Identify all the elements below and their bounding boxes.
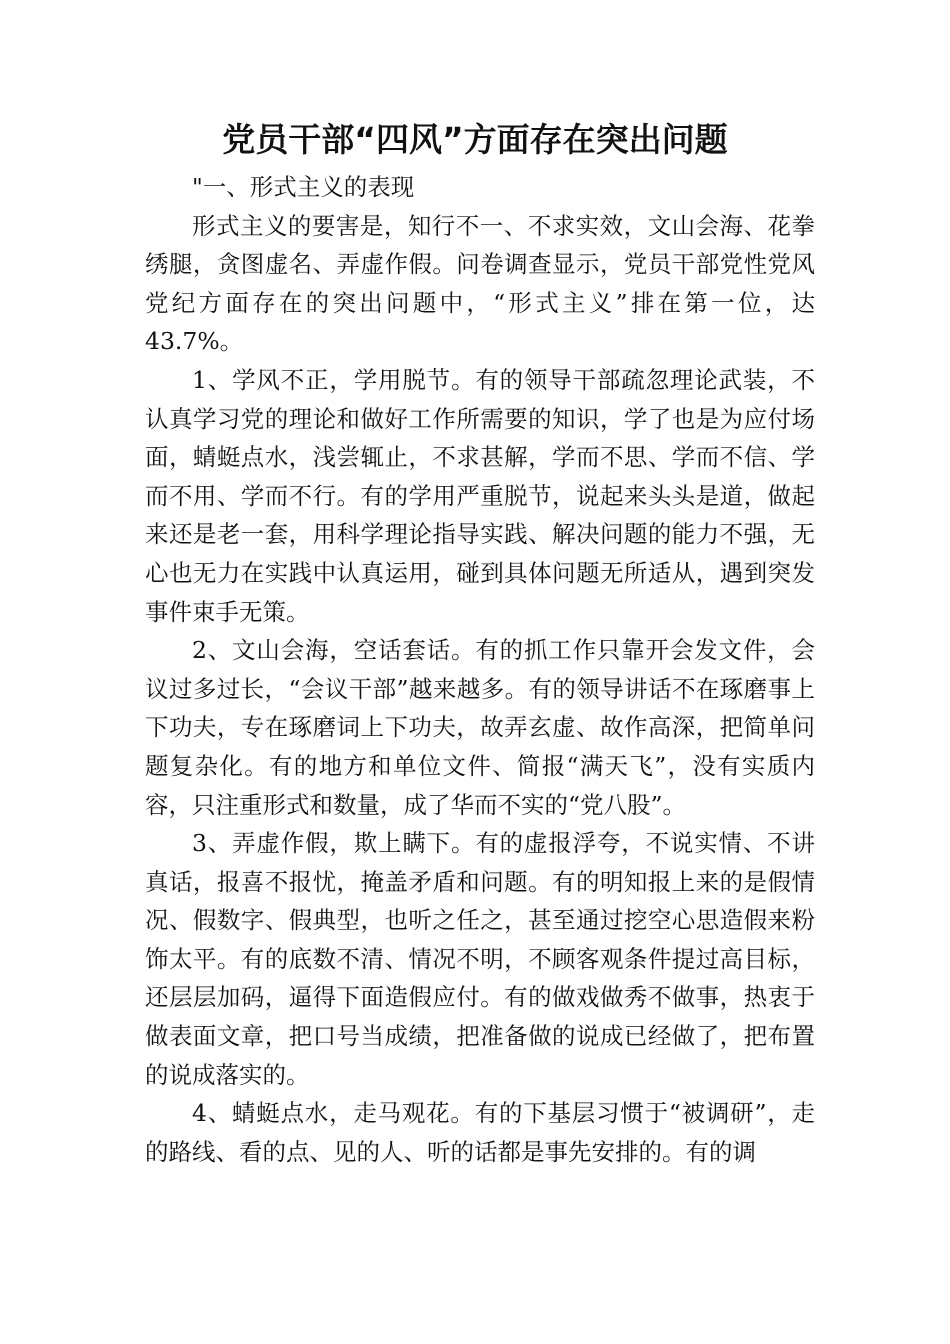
paragraph-item-4: 4、蜻蜓点水，走马观花。有的下基层习惯于“被调研”，走的路线、看的点、见的人、听的话都是事先安排的。有的调 xyxy=(145,1099,815,1166)
paragraph-item-2: 2、文山会海，空话套话。有的抓工作只靠开会发文件，会议过多过长，“会议干部”越来越多。有的领导讲话不在琢磨事上下功夫，专在琢磨词上下功夫，故弄玄虚、故作高深，把简单问题复杂化。有的地方和单位文件、简报“满天飞”，没有实质内容，只注重形式和数量，成了华而不实的“党八股”。 xyxy=(145,636,815,819)
document-body xyxy=(145,168,815,1171)
paragraph-item-1: 1、学风不正，学用脱节。有的领导干部疏忽理论武装，不认真学习党的理论和做好工作所需要的知识，学了也是为应付场面，蜻蜓点水，浅尝辄止，不求甚解，学而不思、学而不信、学而不用、学而不行。有的学用严重脱节，说起来头头是道，做起来还是老一套，用科学理论指导实践、解决问题的能力不强，无心也无力在实践中认真运用，碰到具体问题无所适从，遇到突发事件束手无策。 xyxy=(145,365,815,626)
section-heading-formalism: "一、形式主义的表现 xyxy=(192,173,415,201)
document-title: 党员干部“四风”方面存在突出问题 xyxy=(222,120,728,159)
paragraph-intro: 形式主义的要害是，知行不一、不求实效，文山会海、花拳绣腿，贪图虚名、弄虚作假。问卷调查显示，党员干部党性党风党纪方面存在的突出问题中，“形式主义”排在第一位，达43.7%。 xyxy=(145,211,815,356)
paragraph-item-3: 3、弄虚作假，欺上瞒下。有的虚报浮夸，不说实情、不讲真话，报喜不报忧，掩盖矛盾和问题。有的明知报上来的是假情况、假数字、假典型，也听之任之，甚至通过挖空心思造假来粉饰太平。有的底数不清、情况不明，不顾客观条件提过高目标，还层层加码，逼得下面造假应付。有的做戏做秀不做事，热衷于做表面文章，把口号当成绩，把准备做的说成已经做了，把布置的说成落实的。 xyxy=(145,829,815,1089)
